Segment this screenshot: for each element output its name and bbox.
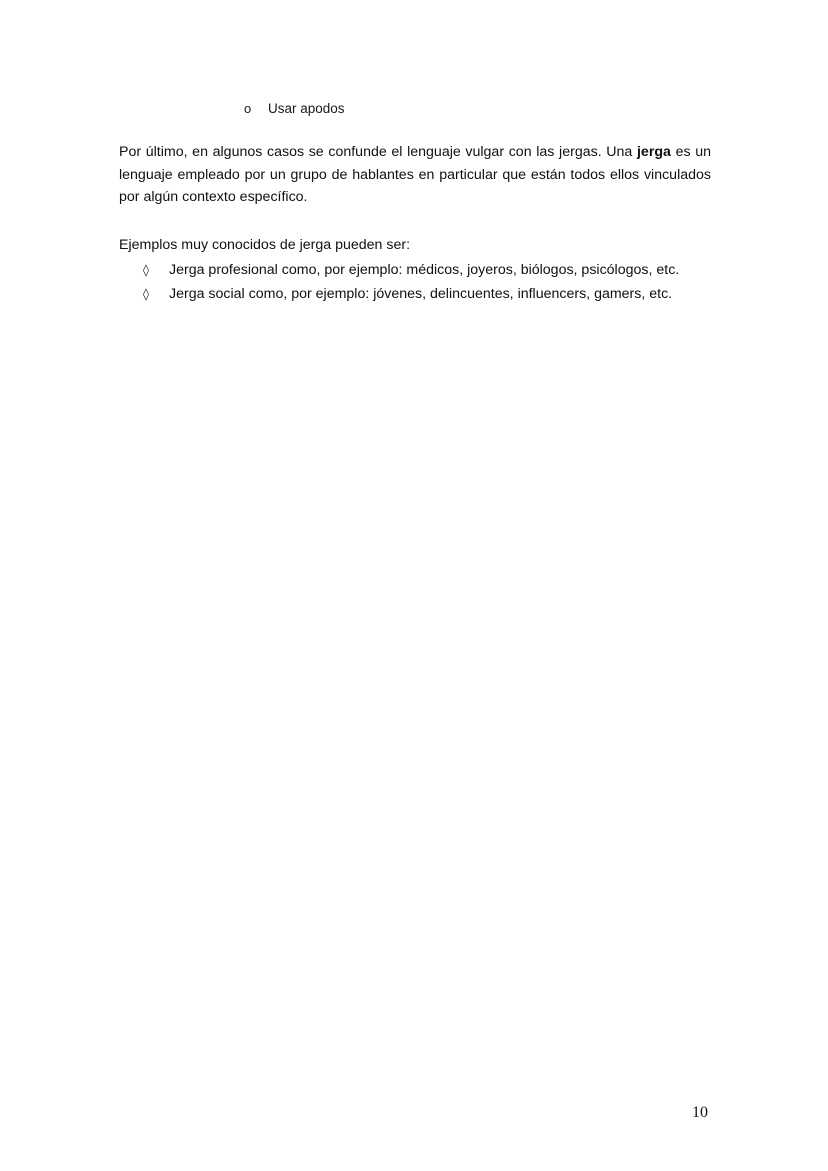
page-number: 10 — [692, 1104, 708, 1121]
circle-bullet-icon: o — [244, 101, 252, 116]
paragraph-text-end: es un lenguaje empleado por un grupo de hablantes en particular que están todos ellos vinculados por algún contexto específico. — [119, 144, 711, 205]
examples-list — [143, 258, 679, 306]
examples-intro: Ejemplos muy conocidos de jerga pueden ser: — [119, 237, 411, 253]
sub-bullet-text: Usar apodos — [268, 101, 345, 116]
diamond-bullet-icon: ◊ — [143, 287, 149, 301]
diamond-bullet-icon: ◊ — [143, 263, 149, 277]
list-item — [143, 282, 679, 306]
list-item — [143, 258, 679, 282]
list-item-text: Jerga social como, por ejemplo: jóvenes, delincuentes, influencers, gamers, etc. — [169, 286, 673, 302]
jerga-definition-paragraph — [119, 141, 711, 209]
paragraph-bold-term: jerga — [636, 144, 671, 160]
sub-bullet-item — [244, 100, 345, 118]
list-item-text: Jerga profesional como, por ejemplo: médicos, joyeros, biólogos, psicólogos, etc. — [169, 262, 680, 278]
paragraph-text-start: Por último, en algunos casos se confunde el lenguaje vulgar con las jergas. Una — [119, 144, 637, 160]
